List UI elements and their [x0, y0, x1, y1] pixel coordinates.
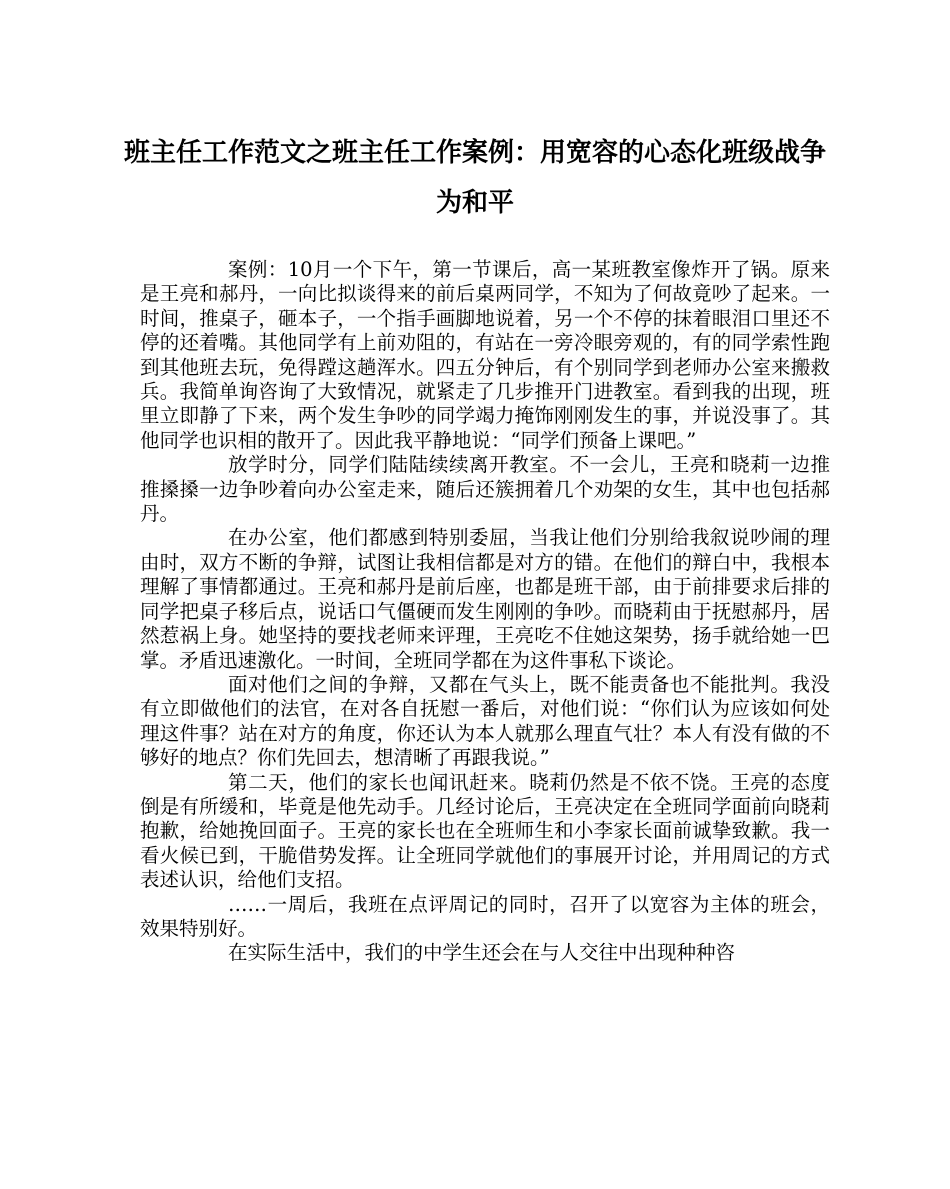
paragraph-in-office: 在办公室，他们都感到特别委屈，当我让他们分别给我叙说吵闹的理由时，双方不断的争辩，试图让我相信都是对方的错。在他们的辩白中，我根本理解了事情都通过。王亮和郝丹是前后座，也都是班干部，由于前排要求后排的同学把桌子移后点，说话口气僵硬而发生刚刚的争吵。而晓莉由于抚慰郝丹，居然惹祸上身。她坚持的要找老师来评理，王亮吃不住她这架势，扬手就给她一巴掌。矛盾迅速激化。一时间，全班同学都在为这件事私下谈论。	[140, 526, 830, 672]
paragraph-after-school: 放学时分，同学们陆陆续续离开教室。不一会儿，王亮和晓莉一边推推搡搡一边争吵着向办公室走来，随后还簇拥着几个劝架的女生，其中也包括郝丹。	[140, 453, 830, 526]
paragraph-real-life: 在实际生活中，我们的中学生还会在与人交往中出现种种咨	[228, 941, 736, 965]
document-title: 班主任工作范文之班主任工作案例：用宽容的心态化班级战争为和平	[123, 138, 826, 218]
paragraph-facing-argument: 面对他们之间的争辩，又都在气头上，既不能责备也不能批判。我没有立即做他们的法官，在对各自抚慰一番后，对他们说：“你们认为应该如何处理这件事？站在对方的角度，你还认为本人就那么理直气壮？本人有没有做的不够好的地点？你们先回去，想清晰了再跟我说。”	[140, 672, 830, 770]
paragraph-case-intro: 案例：10月一个下午，第一节课后，高一某班教室像炸开了锅。原来是王亮和郝丹，一向比拟谈得来的前后桌两同学，不知为了何故竟吵了起来。一时间，推桌子，砸本子，一个指手画脚地说着，另一个不停的抹着眼泪口里还不停的还着嘴。其他同学有上前劝阻的，有站在一旁冷眼旁观的，有的同学索性跑到其他班去玩，免得蹚这趟浑水。四五分钟后，有个别同学到老师办公室来搬救兵。我简单询咨询了大致情况，就紧走了几步推开门进教室。看到我的出现，班里立即静了下来，两个发生争吵的同学竭力掩饰刚刚发生的事，并说没事了。其他同学也识相的散开了。因此我平静地说：“同学们预备上课吧。”	[140, 258, 830, 452]
paragraph-next-day: 第二天，他们的家长也闻讯赶来。晓莉仍然是不依不饶。王亮的态度倒是有所缓和，毕竟是他先动手。几经讨论后，王亮决定在全班同学面前向晓莉抱歉，给她挽回面子。王亮的家长也在全班师生和小李家长面前诚挚致歉。我一看火候已到，干脆借势发挥。让全班同学就他们的事展开讨论，并用周记的方式表述认识，给他们支招。	[140, 770, 830, 892]
paragraph-one-week-later: ……一周后，我班在点评周记的同时，召开了以宽容为主体的班会，效果特别好。	[140, 892, 830, 940]
document-body	[140, 258, 830, 966]
